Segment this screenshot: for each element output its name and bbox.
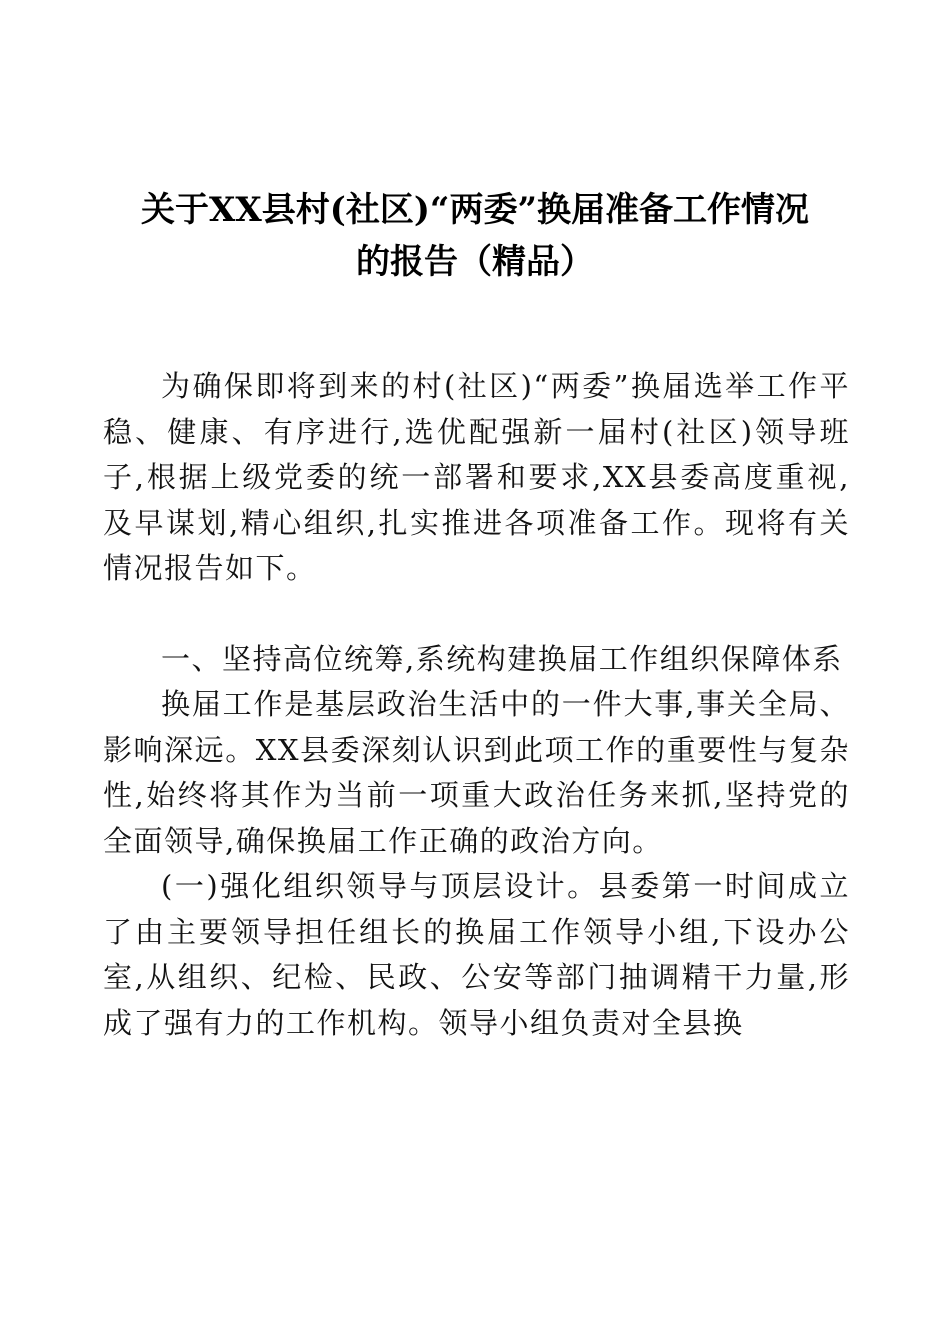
document-body [103, 364, 850, 1046]
title-line-1: 关于XX县村(社区)“两委”换届准备工作情况 [140, 190, 810, 230]
title-line-2: 的报告（精品） [356, 242, 594, 282]
intro-paragraph: 为确保即将到来的村(社区)“两委”换届选举工作平稳、健康、有序进行,选优配强新一届村(社区)领导班子,根据上级党委的统一部署和要求,XX县委高度重视,及早谋划,精心组织,扎实推进各项准备工作。现将有关情况报告如下。 [103, 369, 850, 585]
body-paragraph: (一)强化组织领导与顶层设计。县委第一时间成立了由主要领导担任组长的换届工作领导小组,下设办公室,从组织、纪检、民政、公安等部门抽调精干力量,形成了强有力的工作机构。领导小组负责对全县换 [103, 869, 850, 1040]
document-title [100, 184, 850, 288]
section-heading-1: 一、坚持高位统筹,系统构建换届工作组织保障体系 [161, 641, 843, 676]
body-paragraph: 换届工作是基层政治生活中的一件大事,事关全局、影响深远。XX县委深刻认识到此项工作的重要性与复杂性,始终将其作为当前一项重大政治任务来抓,坚持党的全面领导,确保换届工作正确的政治方向。 [103, 687, 850, 858]
